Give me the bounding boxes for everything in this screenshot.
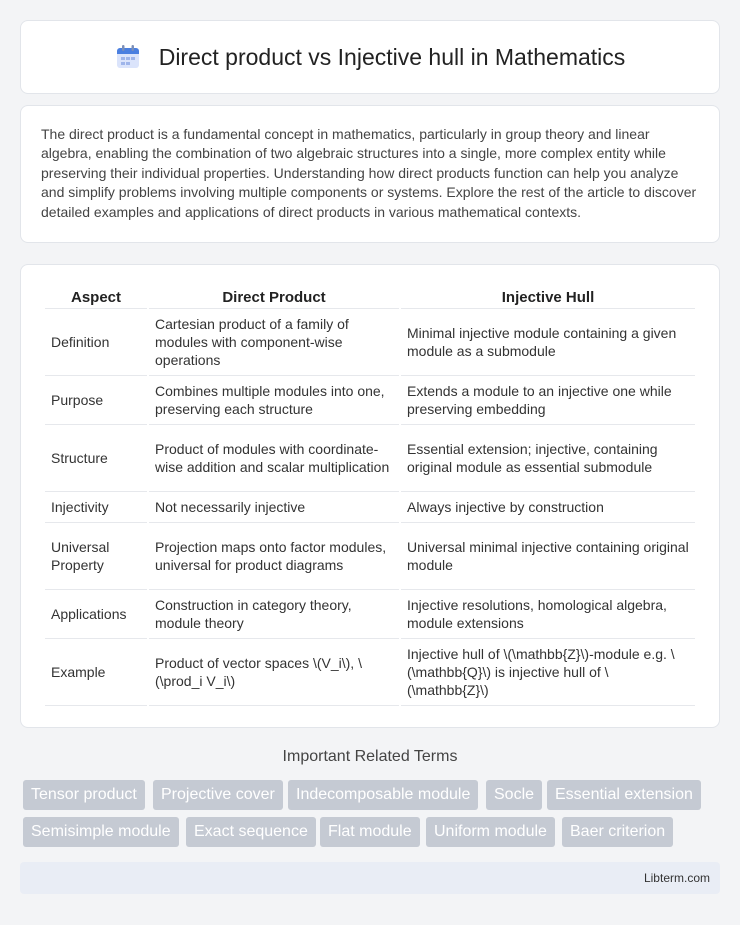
table-cell: Injectivity: [45, 492, 147, 523]
table-cell: Applications: [45, 590, 147, 639]
table-row: [45, 376, 695, 425]
tag-socle[interactable]: Socle: [486, 780, 542, 810]
tag-essential-extension[interactable]: Essential extension: [547, 780, 701, 810]
table-header-row: [45, 285, 695, 309]
table-cell: Construction in category theory, module theory: [149, 590, 399, 639]
title-card: [20, 20, 720, 94]
table-cell: Extends a module to an injective one while preserving embedding: [401, 376, 695, 425]
intro-text: The direct product is a fundamental concept in mathematics, particularly in group theory and linear algebra, enabling the combination of two algebraic structures into a single, more complex entity while preserving their individual properties. Understanding how direct products function can help you analyze and simplify problems involving multiple components or systems. Explore the rest of the article to discover detailed examples and applications of direct products in various mathematical contexts.: [41, 126, 697, 220]
column-header-injective-hull: Injective Hull: [401, 285, 695, 309]
table-cell: Injective resolutions, homological algebra, module extensions: [401, 590, 695, 639]
tag-uniform-module[interactable]: Uniform module: [426, 817, 555, 847]
tag-semisimple-module[interactable]: Semisimple module: [23, 817, 179, 847]
page-title: Direct product vs Injective hull in Mathematics: [158, 43, 626, 70]
table-cell: Product of vector spaces \(V_i\), \(\prod_i V_i\): [149, 639, 399, 706]
table-row: [45, 492, 695, 523]
table-row: [45, 639, 695, 706]
tag-indecomposable-module[interactable]: Indecomposable module: [288, 780, 478, 810]
table-cell: Example: [45, 639, 147, 706]
footer: [20, 862, 720, 894]
table-cell: Combines multiple modules into one, preserving each structure: [149, 376, 399, 425]
table-row: [45, 309, 695, 376]
table-row: [45, 590, 695, 639]
intro-card: [20, 105, 720, 243]
tag-tensor-product[interactable]: Tensor product: [23, 780, 145, 810]
column-header-direct-product: Direct Product: [149, 285, 399, 309]
column-header-aspect: Aspect: [45, 285, 147, 309]
table-cell: Universal minimal injective containing original module: [401, 523, 695, 590]
tag-flat-module[interactable]: Flat module: [320, 817, 420, 847]
comparison-table-card: [20, 264, 720, 728]
table-cell: Purpose: [45, 376, 147, 425]
table-cell: Injective hull of \(\mathbb{Z}\)-module e.g. \(\mathbb{Q}\) is injective hull of \(\mathbb{Z}\): [401, 639, 695, 706]
table-row: [45, 523, 695, 590]
table-cell: Product of modules with coordinate-wise addition and scalar multiplication: [149, 425, 399, 492]
table-cell: Projection maps onto factor modules, universal for product diagrams: [149, 523, 399, 590]
footer-link[interactable]: Libterm.com: [643, 871, 710, 885]
tag-exact-sequence[interactable]: Exact sequence: [186, 817, 316, 847]
comparison-table: [43, 285, 697, 706]
table-cell: Universal Property: [45, 523, 147, 590]
table-cell: Cartesian product of a family of modules with component-wise operations: [149, 309, 399, 376]
table-cell: Always injective by construction: [401, 492, 695, 523]
calendar-icon: [115, 44, 141, 70]
table-row: [45, 425, 695, 492]
table-cell: Essential extension; injective, containing original module as essential submodule: [401, 425, 695, 492]
tag-baer-criterion[interactable]: Baer criterion: [562, 817, 673, 847]
tag-projective-cover[interactable]: Projective cover: [153, 780, 283, 810]
table-cell: Definition: [45, 309, 147, 376]
table-cell: Structure: [45, 425, 147, 492]
table-cell: Minimal injective module containing a given module as a submodule: [401, 309, 695, 376]
table-cell: Not necessarily injective: [149, 492, 399, 523]
related-terms-title: Important Related Terms: [282, 748, 458, 765]
